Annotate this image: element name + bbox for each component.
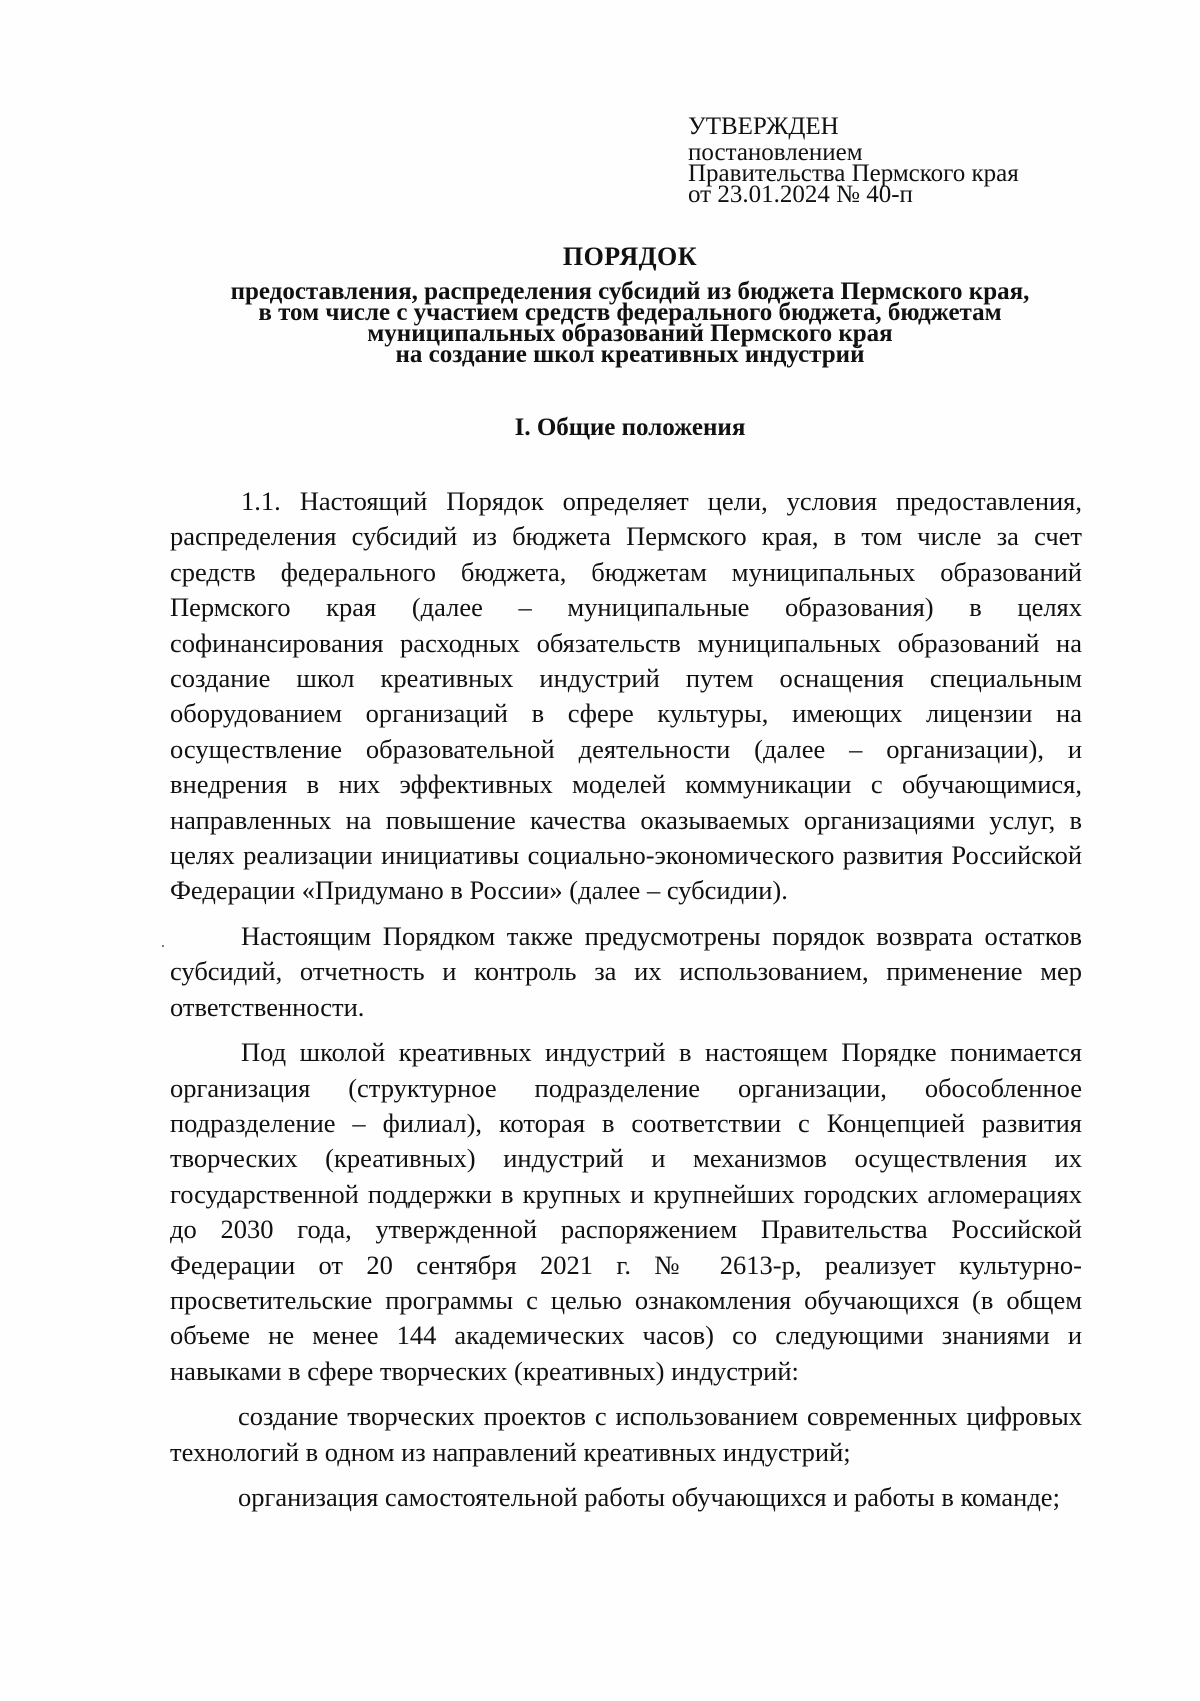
document-subtitle bbox=[120, 278, 1140, 368]
paragraph: Настоящим Порядком также предусмотрены порядок возврата остатков субсидий, отчетность и контроль за их использованием, применение мер ответственности. bbox=[170, 920, 1082, 1022]
paragraph: 1.1. Настоящий Порядок определяет цели, условия предоставления, распределения субсидий из бюджета Пермского края, в том числе за счет средств федерального бюджета, бюджетам муниципальных образований Пермского края (далее – муниципальные образования) в целях софинансирования расходных обязательств муниципальных образований на создание школ креативных индустрий путем оснащения специальным оборудованием организаций в сфере культуры, имеющих лицензии на осуществление образовательной деятельности (далее – организации), и внедрения в них эффективных моделей коммуникации с обучающимися, направленных на повышение качества оказываемых организациями услуг, в целях реализации инициативы социально-экономического развития Российской Федерации «Придумано в России» (далее – субсидии). bbox=[170, 486, 1082, 906]
approval-line: постановлением bbox=[688, 139, 863, 166]
approval-title: УТВЕРЖДЕН bbox=[688, 113, 839, 140]
section-heading: I. Общие положения bbox=[514, 414, 746, 441]
document-title: ПОРЯДОК bbox=[562, 242, 698, 271]
subtitle-line: на создание школ креативных индустрий bbox=[395, 341, 865, 368]
subtitle-line: предоставления, распределения субсидий из бюджета Пермского края, bbox=[230, 278, 1030, 305]
list-item: организация самостоятельной работы обучающихся и работы в команде; bbox=[238, 1481, 1060, 1512]
approval-stamp bbox=[688, 112, 1148, 208]
paragraph: Под школой креативных индустрий в настоящем Порядке понимается организация (структурное подразделение организации, обособленное подразделение – филиал), которая в соответствии с Концепцией развития творческих (креативных) индустрий и механизмов осуществления их государственной поддержки в крупных и крупнейших городских агломерациях до 2030 года, утвержденной распоряжением Правительства Российской Федерации от 20 сентября 2021 г. № 2613-р, реализует культурно-просветительские программы с целью ознакомления обучающихся (в общем объеме не менее 144 академических часов) со следующими знаниями и навыками в сфере творческих (креативных) индустрий: bbox=[170, 1037, 1082, 1386]
approval-line: от 23.01.2024 № 40-п bbox=[688, 181, 913, 208]
approval-line: Правительства Пермского края bbox=[688, 160, 1019, 187]
scan-speck bbox=[162, 945, 164, 947]
subtitle-line: в том числе с участием средств федерального бюджета, бюджетам bbox=[258, 299, 1002, 326]
list-item: создание творческих проектов с использованием современных цифровых технологий в одном из направлений креативных индустрий; bbox=[170, 1401, 1082, 1467]
section-body bbox=[170, 484, 1082, 1515]
subtitle-line: муниципальных образований Пермского края bbox=[367, 320, 893, 347]
